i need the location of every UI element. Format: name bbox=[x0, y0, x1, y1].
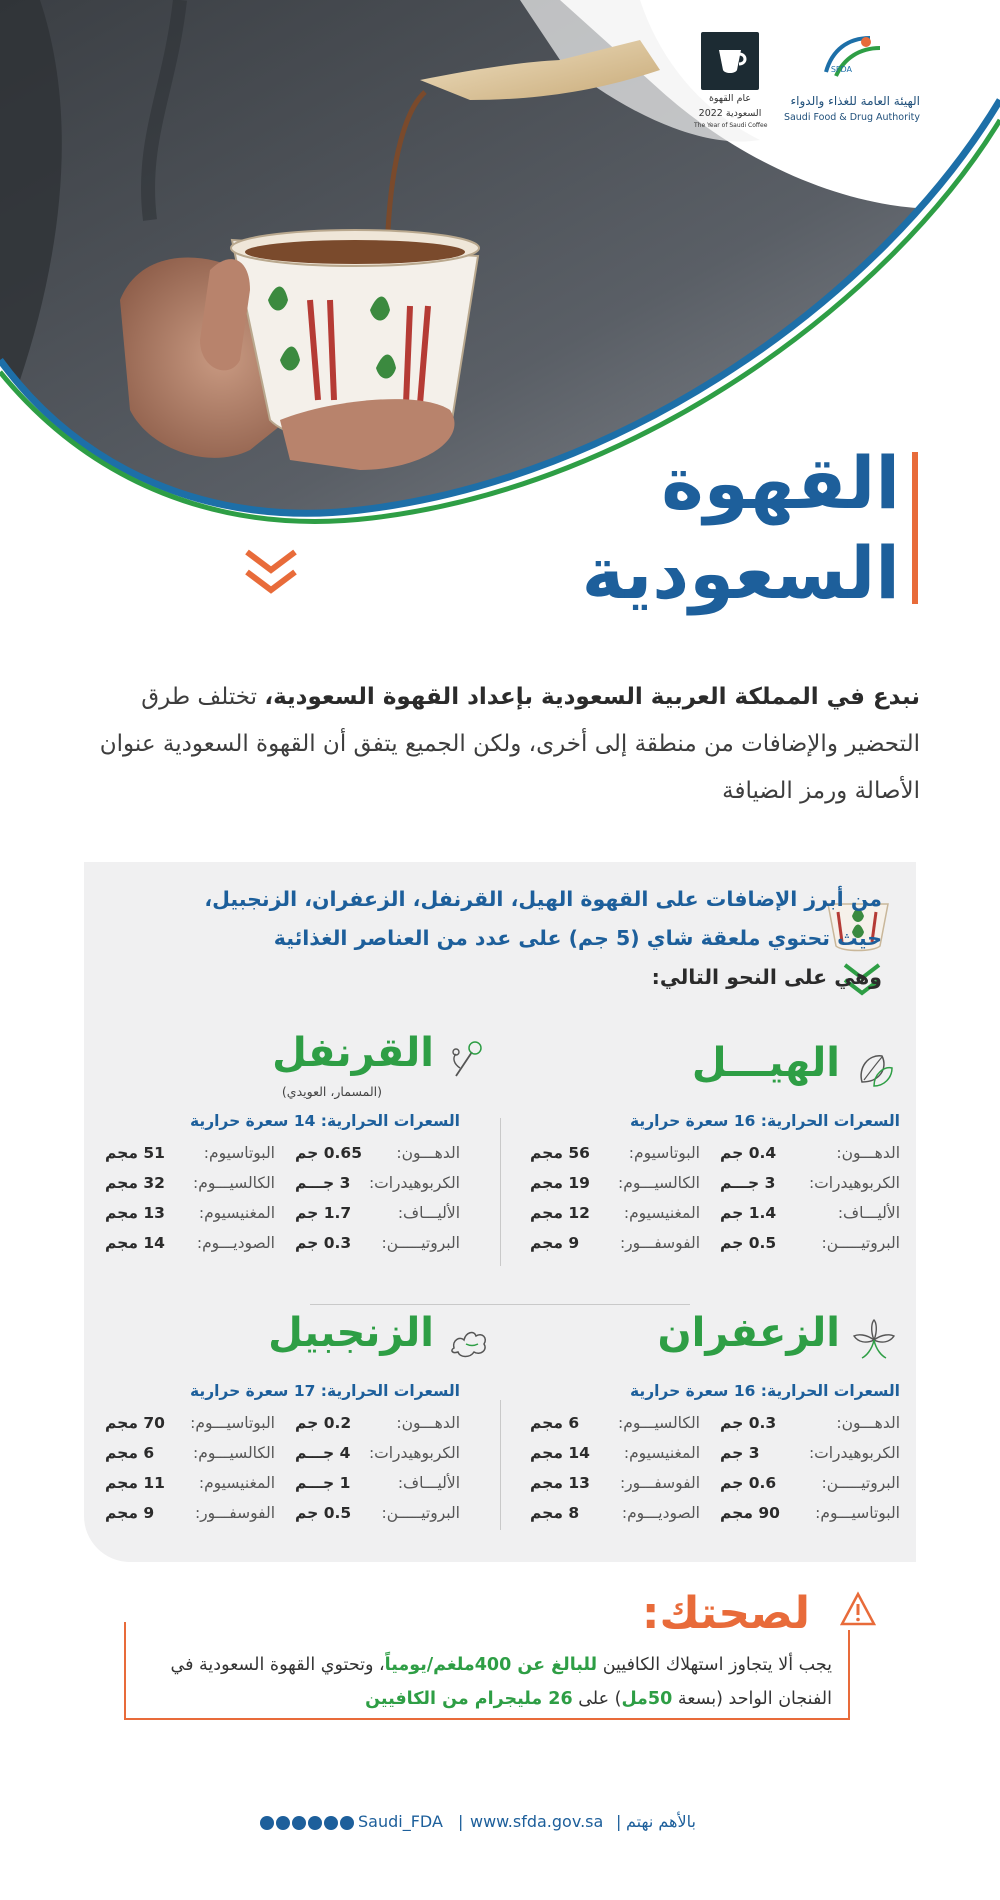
nutrient-row bbox=[720, 1144, 900, 1174]
social-handle[interactable]: Saudi_FDA bbox=[358, 1812, 443, 1831]
footer-separator: | bbox=[616, 1812, 622, 1831]
nutrient-column-left bbox=[105, 1144, 275, 1264]
nutrient-label: الدهـــون: bbox=[836, 1144, 900, 1162]
nutrient-label: الدهـــون: bbox=[396, 1414, 460, 1432]
nutrient-value: 0.5 جم bbox=[295, 1504, 352, 1522]
intro-rest: تختلف طرق التحضير والإضافات من منطقة إلى أخرى، ولكن الجميع يتفق أن القهوة السعودية عنوان الأصالة ورمز الضيافة bbox=[99, 684, 920, 804]
nutrient-label: الكربوهيدرات: bbox=[808, 1174, 900, 1192]
nutrient-value: 6 مجم bbox=[105, 1444, 155, 1462]
nutrient-column-right bbox=[295, 1414, 460, 1534]
footer bbox=[0, 1810, 1000, 1840]
title-line-1: القهوة bbox=[661, 441, 900, 525]
nutrient-value: 0.4 جم bbox=[720, 1144, 777, 1162]
health-highlight: 50مل bbox=[621, 1689, 673, 1709]
sfda-emblem-icon bbox=[818, 32, 888, 88]
panel-intro-line-2: حيث تحتوي ملعقة شاي (5 جم) على عدد من العناصر الغذائية bbox=[273, 926, 882, 950]
nutrient-value: 14 مجم bbox=[105, 1234, 165, 1252]
nutrient-value: 56 مجم bbox=[530, 1144, 590, 1162]
year-label-ar-2: السعودية 2022 bbox=[698, 107, 762, 119]
health-note bbox=[152, 1648, 832, 1716]
spice-name: الهيـــل bbox=[691, 1040, 840, 1086]
nutrient-label: الدهـــون: bbox=[836, 1414, 900, 1432]
divider-vertical-bottom bbox=[500, 1400, 501, 1530]
calories: السعرات الحرارية: 14 سعرة حرارية bbox=[189, 1112, 460, 1130]
saffron-flower-icon bbox=[852, 1318, 896, 1362]
calories: السعرات الحرارية: 16 سعرة حرارية bbox=[629, 1382, 900, 1400]
sfda-badge-text: SFDA bbox=[830, 65, 852, 74]
nutrient-row bbox=[105, 1144, 275, 1174]
nutrient-value: 6 مجم bbox=[530, 1414, 580, 1432]
nutrient-value: 1.4 جم bbox=[720, 1204, 777, 1222]
nutrient-row bbox=[295, 1174, 460, 1204]
nutrient-label: البوتاسيوم: bbox=[203, 1144, 275, 1162]
year-label-en: The Year of Saudi Coffee bbox=[694, 121, 768, 129]
panel-intro-line-1: من أبرز الإضافات على القهوة الهيل، القرنفل، الزعفران، الزنجبيل، bbox=[204, 887, 882, 911]
nutrient-row bbox=[720, 1474, 900, 1504]
title-line-2: السعودية bbox=[581, 531, 900, 615]
nutrient-row bbox=[105, 1204, 275, 1234]
nutrient-label: الفوسفـــور: bbox=[619, 1234, 700, 1252]
nutrient-label: البروتيـــــن: bbox=[821, 1474, 900, 1492]
nutrient-value: 0.5 جم bbox=[720, 1234, 777, 1252]
nutrient-value: 0.6 جم bbox=[720, 1474, 777, 1492]
nutrient-label: المغنيسيوم: bbox=[198, 1204, 275, 1222]
nutrient-value: 13 مجم bbox=[530, 1474, 590, 1492]
health-highlight: للبالغ عن 400ملغم/يومياً bbox=[384, 1655, 598, 1675]
nutrient-row bbox=[720, 1204, 900, 1234]
nutrient-value: 8 مجم bbox=[530, 1504, 580, 1522]
nutrient-row bbox=[295, 1504, 460, 1534]
nutrient-row bbox=[720, 1444, 900, 1474]
health-text-part: ) على bbox=[572, 1689, 622, 1709]
nutrient-label: الأليـــاف: bbox=[397, 1474, 460, 1492]
nutrient-row bbox=[720, 1414, 900, 1444]
nutrient-row bbox=[295, 1144, 460, 1174]
nutrient-column-right bbox=[295, 1144, 460, 1264]
nutrient-column-right bbox=[720, 1414, 900, 1534]
nutrient-label: البروتيـــــن: bbox=[821, 1234, 900, 1252]
nutrient-row bbox=[295, 1234, 460, 1264]
nutrient-label: الفوسفـــور: bbox=[194, 1504, 275, 1522]
nutrient-value: 70 مجم bbox=[105, 1414, 165, 1432]
nutrient-row bbox=[530, 1504, 700, 1534]
nutrient-label: الكالسيـــوم: bbox=[193, 1174, 275, 1192]
nutrient-label: الصوديـــوم: bbox=[196, 1234, 275, 1252]
nutrient-row bbox=[295, 1474, 460, 1504]
chevron-down-icon bbox=[243, 548, 299, 598]
nutrient-value: 3 جـــم bbox=[720, 1174, 776, 1192]
linkedin-icon[interactable] bbox=[276, 1816, 290, 1830]
divider-horizontal bbox=[310, 1304, 690, 1305]
nutrient-row bbox=[105, 1504, 275, 1534]
nutrient-label: الكربوهيدرات: bbox=[368, 1174, 460, 1192]
cardamom-icon bbox=[852, 1048, 896, 1092]
page-title bbox=[582, 438, 900, 618]
nutrient-value: 13 مجم bbox=[105, 1204, 165, 1222]
intro-bold: نبدع في المملكة العربية السعودية بإعداد القهوة السعودية، bbox=[264, 684, 920, 710]
intro-paragraph bbox=[80, 674, 920, 815]
nutrient-label: المغنيسيوم: bbox=[623, 1444, 700, 1462]
nutrient-label: البروتيـــــن: bbox=[381, 1504, 460, 1522]
title-accent-bar bbox=[912, 452, 918, 604]
nutrient-label: الكربوهيدرات: bbox=[808, 1444, 900, 1462]
nutrient-value: 19 مجم bbox=[530, 1174, 590, 1192]
nutrient-value: 0.65 جم bbox=[295, 1144, 362, 1162]
nutrient-row bbox=[105, 1234, 275, 1264]
instagram-icon[interactable] bbox=[308, 1816, 322, 1830]
nutrient-row bbox=[530, 1414, 700, 1444]
health-title: لصحتك: bbox=[632, 1588, 820, 1639]
nutrient-label: الدهـــون: bbox=[396, 1144, 460, 1162]
clove-icon bbox=[446, 1038, 490, 1082]
nutrient-value: 12 مجم bbox=[530, 1204, 590, 1222]
nutrient-value: 1.7 جم bbox=[295, 1204, 352, 1222]
nutrient-column-right bbox=[720, 1144, 900, 1264]
nutrient-label: البوتاسيـــوم: bbox=[190, 1414, 275, 1432]
nutrient-label: الأليـــاف: bbox=[837, 1204, 900, 1222]
nutrient-row bbox=[530, 1204, 700, 1234]
nutrient-row bbox=[720, 1234, 900, 1264]
website-link[interactable]: www.sfda.gov.sa bbox=[470, 1812, 604, 1831]
nutrient-row bbox=[530, 1234, 700, 1264]
spice-subtitle: (المسمار، العويدي) bbox=[281, 1084, 382, 1099]
spice-name: الزعفران bbox=[657, 1310, 840, 1356]
health-text-part: يجب ألا يتجاوز استهلاك الكافيين bbox=[597, 1655, 832, 1675]
nutrient-label: المغنيسيوم: bbox=[198, 1474, 275, 1492]
nutrient-value: 32 مجم bbox=[105, 1174, 165, 1192]
nutrient-value: 0.3 جم bbox=[720, 1414, 777, 1432]
footer-slogan: بالأهم نهتم bbox=[626, 1812, 696, 1831]
snapchat-icon[interactable] bbox=[292, 1816, 306, 1830]
divider-vertical-top bbox=[500, 1118, 501, 1266]
nutrient-label: الكالسيـــوم: bbox=[193, 1444, 275, 1462]
spice-name: القرنفل bbox=[272, 1030, 434, 1076]
nutrient-value: 1 جـــم bbox=[295, 1474, 351, 1492]
nutrient-label: الفوسفـــور: bbox=[619, 1474, 700, 1492]
nutrient-row bbox=[720, 1504, 900, 1534]
footer-separator: | bbox=[458, 1812, 464, 1831]
nutrient-label: المغنيسيوم: bbox=[623, 1204, 700, 1222]
twitter-icon[interactable] bbox=[260, 1816, 274, 1830]
coffee-cup-logo-icon bbox=[701, 32, 759, 90]
nutrient-label: البروتيـــــن: bbox=[381, 1234, 460, 1252]
nutrient-value: 3 جـــم bbox=[295, 1174, 351, 1192]
nutrient-column-left bbox=[530, 1414, 700, 1534]
health-highlight: 26 مليجرام من الكافيين bbox=[365, 1689, 573, 1709]
nutrient-value: 90 مجم bbox=[720, 1504, 780, 1522]
nutrient-row bbox=[530, 1174, 700, 1204]
nutrient-row bbox=[295, 1444, 460, 1474]
nutrient-column-left bbox=[105, 1414, 275, 1534]
panel-intro bbox=[182, 880, 882, 997]
spice-block-cardamom bbox=[510, 1040, 900, 1280]
nutrient-row bbox=[530, 1144, 700, 1174]
nutrient-label: الكالسيـــوم: bbox=[618, 1174, 700, 1192]
nutrient-value: 0.3 جم bbox=[295, 1234, 352, 1252]
nutrient-label: الأليـــاف: bbox=[397, 1204, 460, 1222]
nutrient-label: الصوديـــوم: bbox=[621, 1504, 700, 1522]
authority-name-ar: الهيئة العامة للغذاء والدواء bbox=[790, 94, 920, 108]
nutrient-value: 9 مجم bbox=[105, 1504, 155, 1522]
ginger-root-icon bbox=[446, 1318, 490, 1362]
spice-name: الزنجبيل bbox=[268, 1310, 434, 1356]
nutrient-row bbox=[105, 1414, 275, 1444]
spice-block-ginger bbox=[100, 1310, 490, 1550]
nutrient-value: 14 مجم bbox=[530, 1444, 590, 1462]
calories: السعرات الحرارية: 16 سعرة حرارية bbox=[629, 1112, 900, 1130]
spice-block-saffron bbox=[510, 1310, 900, 1550]
nutrient-row bbox=[105, 1474, 275, 1504]
health-text-part: ، وتحتوي القهوة السعودية في الفنجان الواحد (بسعة bbox=[170, 1655, 832, 1709]
youtube-icon[interactable] bbox=[324, 1816, 338, 1830]
spice-block-clove bbox=[100, 1030, 490, 1280]
facebook-icon[interactable] bbox=[340, 1816, 354, 1830]
year-of-coffee-logo bbox=[694, 32, 766, 132]
year-label-ar-1: عام القهوة bbox=[708, 93, 752, 104]
nutrient-row bbox=[530, 1474, 700, 1504]
nutrient-value: 9 مجم bbox=[530, 1234, 580, 1252]
sfda-logo bbox=[778, 32, 928, 132]
calories: السعرات الحرارية: 17 سعرة حرارية bbox=[189, 1382, 460, 1400]
nutrient-row bbox=[105, 1174, 275, 1204]
nutrient-label: الكربوهيدرات: bbox=[368, 1444, 460, 1462]
nutrient-row bbox=[295, 1414, 460, 1444]
nutrient-row bbox=[720, 1174, 900, 1204]
nutrient-value: 0.2 جم bbox=[295, 1414, 352, 1432]
nutrient-row bbox=[105, 1444, 275, 1474]
nutrient-label: البوتاسيـــوم: bbox=[815, 1504, 900, 1522]
nutrient-label: البوتاسيوم: bbox=[628, 1144, 700, 1162]
panel-intro-line-3: وهي على النحو التالي: bbox=[651, 965, 882, 989]
nutrient-value: 51 مجم bbox=[105, 1144, 165, 1162]
nutrient-column-left bbox=[530, 1144, 700, 1264]
nutrient-row bbox=[295, 1204, 460, 1234]
nutrient-label: الكالسيـــوم: bbox=[618, 1414, 700, 1432]
warning-bell-icon bbox=[838, 1590, 878, 1630]
nutrient-value: 3 جم bbox=[720, 1444, 760, 1462]
authority-name-en: Saudi Food & Drug Authority bbox=[783, 112, 920, 123]
nutrient-value: 11 مجم bbox=[105, 1474, 165, 1492]
nutrient-row bbox=[530, 1444, 700, 1474]
nutrient-value: 4 جـــم bbox=[295, 1444, 351, 1462]
